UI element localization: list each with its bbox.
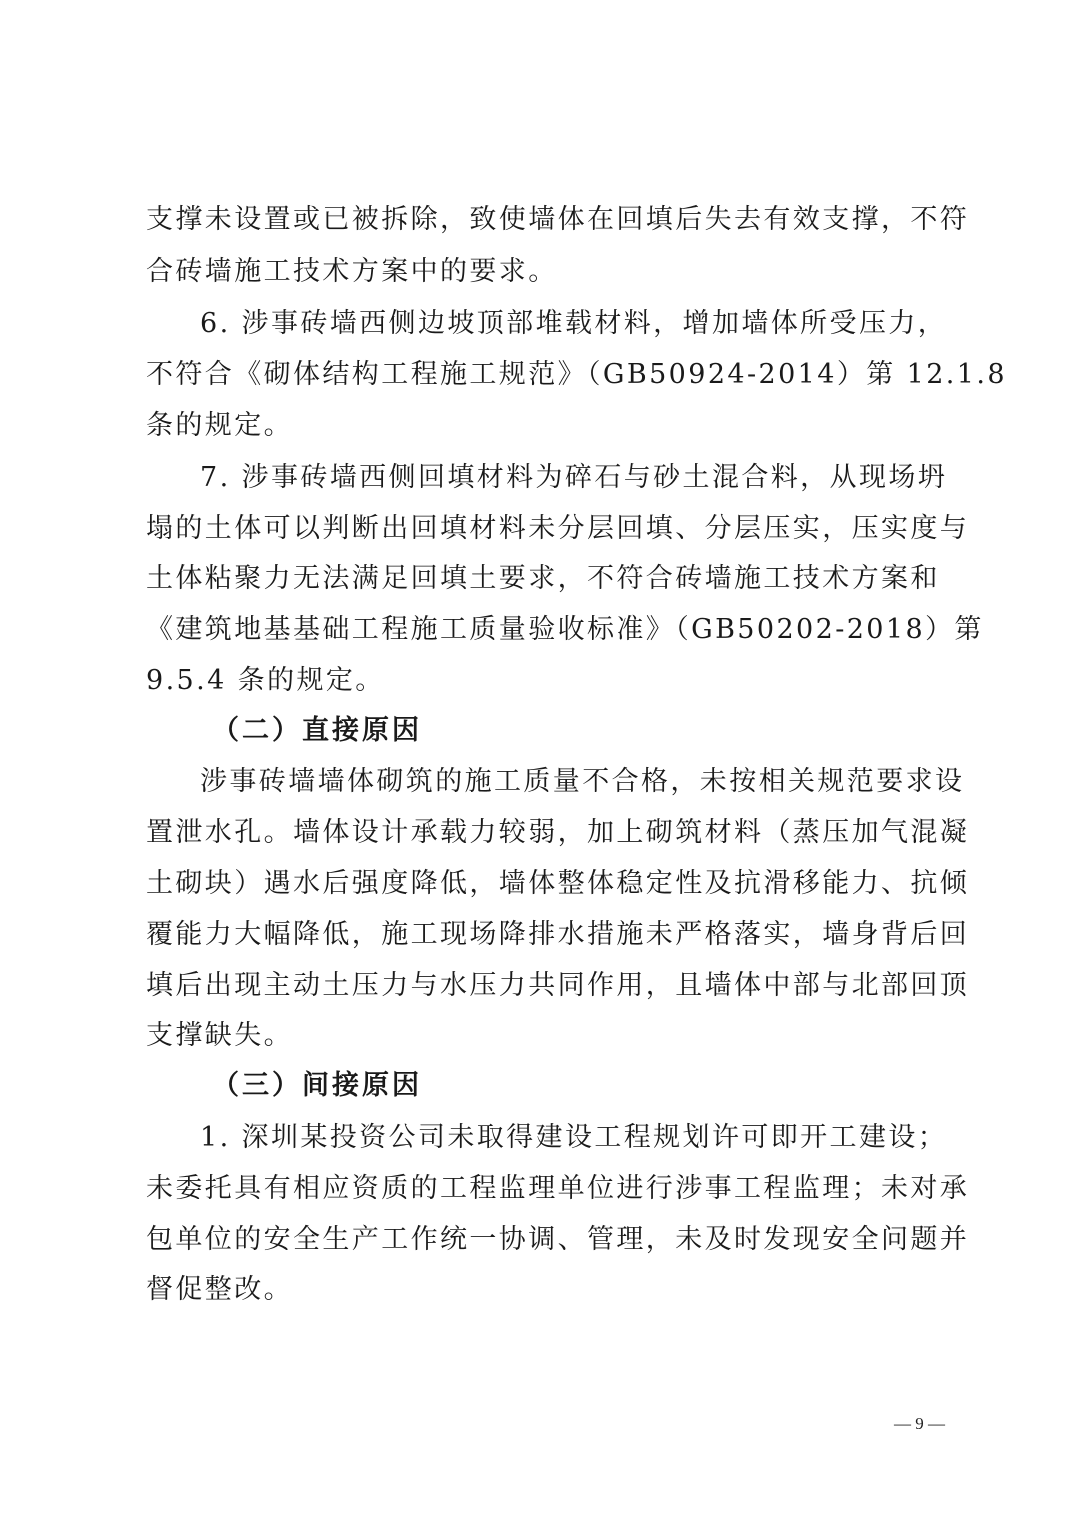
body-text-line: 9.5.4 条的规定。 (146, 665, 385, 696)
section-heading-direct-cause: （二）直接原因 (212, 715, 422, 746)
body-text-line: 支撑未设置或已被拆除，致使墙体在回填后失去有效支撑，不符 (146, 204, 970, 235)
body-text-line: 督促整改。 (146, 1274, 293, 1305)
body-text-line: 填后出现主动土压力与水压力共同作用，且墙体中部与北部回顶 (146, 970, 970, 1001)
body-text-line: 未委托具有相应资质的工程监理单位进行涉事工程监理；未对承 (146, 1173, 970, 1204)
body-text-line: 塌的土体可以判断出回填材料未分层回填、分层压实，压实度与 (146, 513, 970, 544)
body-text-line: 土砌块）遇水后强度降低，墙体整体稳定性及抗滑移能力、抗倾 (146, 868, 970, 899)
page-number: — 9 — (894, 1414, 945, 1433)
body-text-line: 7. 涉事砖墙西侧回填材料为碎石与砂土混合料，从现场坍 (200, 462, 948, 493)
body-text-line: 《建筑地基基础工程施工质量验收标准》（GB50202-2018）第 (146, 614, 984, 645)
body-text-line: 土体粘聚力无法满足回填土要求，不符合砖墙施工技术方案和 (146, 563, 940, 594)
body-text-line: 覆能力大幅降低，施工现场降排水措施未严格落实，墙身背后回 (146, 919, 970, 950)
body-text-line: 支撑缺失。 (146, 1020, 293, 1051)
body-text-line: 不符合《砌体结构工程施工规范》（GB50924-2014）第 12.1.8 (146, 359, 1007, 390)
body-text-line: 条的规定。 (146, 410, 293, 441)
body-text-line: 6. 涉事砖墙西侧边坡顶部堆载材料，增加墙体所受压力， (200, 308, 948, 339)
body-text-line: 合砖墙施工技术方案中的要求。 (146, 256, 558, 287)
body-text-line: 1. 深圳某投资公司未取得建设工程规划许可即开工建设； (200, 1122, 948, 1153)
section-heading-indirect-cause: （三）间接原因 (212, 1070, 422, 1101)
body-text-line: 涉事砖墙墙体砌筑的施工质量不合格，未按相关规范要求设 (200, 766, 965, 797)
body-text-line: 置泄水孔。墙体设计承载力较弱，加上砌筑材料（蒸压加气混凝 (146, 817, 970, 848)
body-text-line: 包单位的安全生产工作统一协调、管理，未及时发现安全问题并 (146, 1224, 970, 1255)
